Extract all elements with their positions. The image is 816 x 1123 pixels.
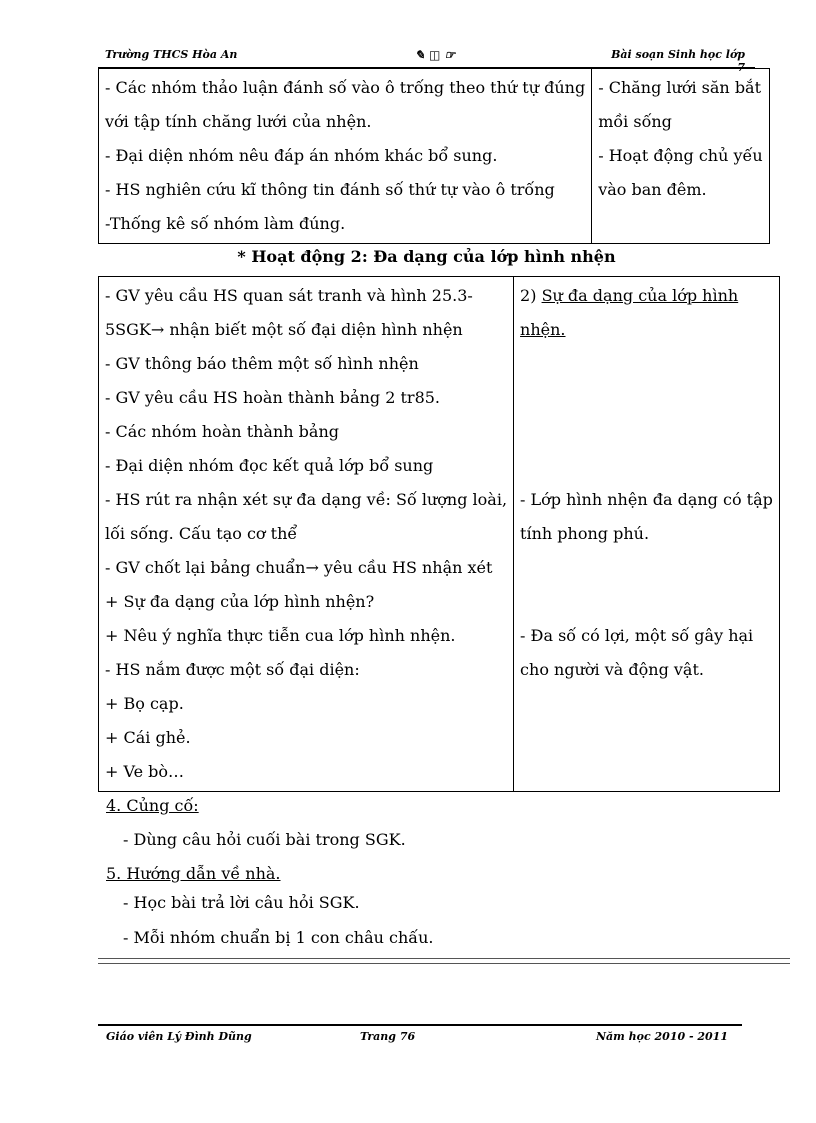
- t2-right-line: cho người và động vật.: [520, 660, 704, 679]
- t1-left-line: -Thống kê số nhóm làm đúng.: [105, 214, 346, 233]
- section5-title: 5. Hướng dẫn về nhà.: [106, 864, 281, 883]
- t1-left-line: - HS nghiên cứu kĩ thông tin đánh số thứ tự vào ô trống: [105, 180, 555, 199]
- header-subject: Bài soạn Sinh học lớp 7: [611, 48, 745, 74]
- t1-right-line: vào ban đêm.: [598, 180, 707, 199]
- t2-left-line: 5SGK→ nhận biết một số đại diện hình nhện: [105, 320, 463, 339]
- section4-item: - Dùng câu hỏi cuối bài trong SGK.: [123, 830, 406, 849]
- t2-right-title-num: 2): [520, 286, 537, 305]
- t2-right-line: - Lớp hình nhện đa dạng có tập: [520, 490, 773, 509]
- t1-right-line: mồi sống: [598, 112, 672, 131]
- t2-left-line: - HS nắm được một số đại diện:: [105, 660, 360, 679]
- t1-right-line: - Chăng lưới săn bắt: [598, 78, 762, 97]
- footer-teacher: Giáo viên Lý Đình Dũng: [106, 1030, 252, 1043]
- t2-right-line: - Đa số có lợi, một số gây hại: [520, 626, 754, 645]
- t2-right-title: [520, 279, 773, 313]
- t2-left-line: - GV yêu cầu HS hoàn thành bảng 2 tr85.: [105, 388, 441, 407]
- t2-left-line: - GV thông báo thêm một số hình nhện: [105, 354, 419, 373]
- t2-left-line: + Cái ghẻ.: [105, 728, 191, 747]
- t2-left-line: + Ve bò…: [105, 762, 185, 781]
- t2-left-line: + Bọ cạp.: [105, 694, 184, 713]
- activity1-teacher-student-col: [99, 69, 592, 244]
- activity2-heading: * Hoạt động 2: Đa dạng của lớp hình nhện: [237, 247, 616, 266]
- section5-item: - Mỗi nhóm chuẩn bị 1 con châu chấu.: [123, 928, 434, 947]
- activity2-teacher-student-col: [99, 277, 514, 792]
- t2-left-line: - Các nhóm hoàn thành bảng: [105, 422, 339, 441]
- section5-item: - Học bài trả lời câu hỏi SGK.: [123, 893, 360, 912]
- t1-left-line: với tập tính chăng lưới của nhện.: [105, 112, 372, 131]
- t2-right-title-text: Sự đa dạng của lớp hình: [541, 286, 739, 305]
- t2-left-line: - GV chốt lại bảng chuẩn→ yêu cầu HS nhận xét: [105, 558, 493, 577]
- t2-left-line: + Sự đa dạng của lớp hình nhện?: [105, 592, 375, 611]
- footer-rule: [98, 1024, 742, 1026]
- t2-left-line: + Nêu ý nghĩa thực tiễn cua lớp hình nhện.: [105, 626, 456, 645]
- t2-right-title-cont: nhện.: [520, 320, 566, 339]
- section4-title: 4. Củng cố:: [106, 796, 199, 815]
- t1-right-line: - Hoạt động chủ yếu: [598, 146, 763, 165]
- activity1-table: [98, 68, 770, 244]
- activity2-content-col: [514, 277, 780, 792]
- t1-left-line: - Đại diện nhóm nêu đáp án nhóm khác bổ sung.: [105, 146, 498, 165]
- t2-left-line: - GV yêu cầu HS quan sát tranh và hình 25.3-: [105, 286, 473, 305]
- header-ornament-icon: ✎ ◫ ☞: [414, 48, 456, 62]
- t2-left-line: - HS rút ra nhận xét sự đa dạng về: Số lượng loài,: [105, 490, 508, 509]
- t2-right-line: tính phong phú.: [520, 524, 650, 543]
- t2-left-line: lối sống. Cấu tạo cơ thể: [105, 524, 298, 543]
- header-school: Trường THCS Hòa An: [105, 48, 238, 61]
- t1-left-line: - Các nhóm thảo luận đánh số vào ô trống theo thứ tự đúng: [105, 78, 586, 97]
- footer-year: Năm học 2010 - 2011: [596, 1030, 728, 1043]
- footer-page: Trang 76: [360, 1030, 416, 1043]
- activity1-content-col: [592, 69, 769, 244]
- activity2-table: [98, 276, 780, 792]
- t2-left-line: - Đại diện nhóm đọc kết quả lớp bổ sung: [105, 456, 434, 475]
- section-divider: [98, 958, 790, 964]
